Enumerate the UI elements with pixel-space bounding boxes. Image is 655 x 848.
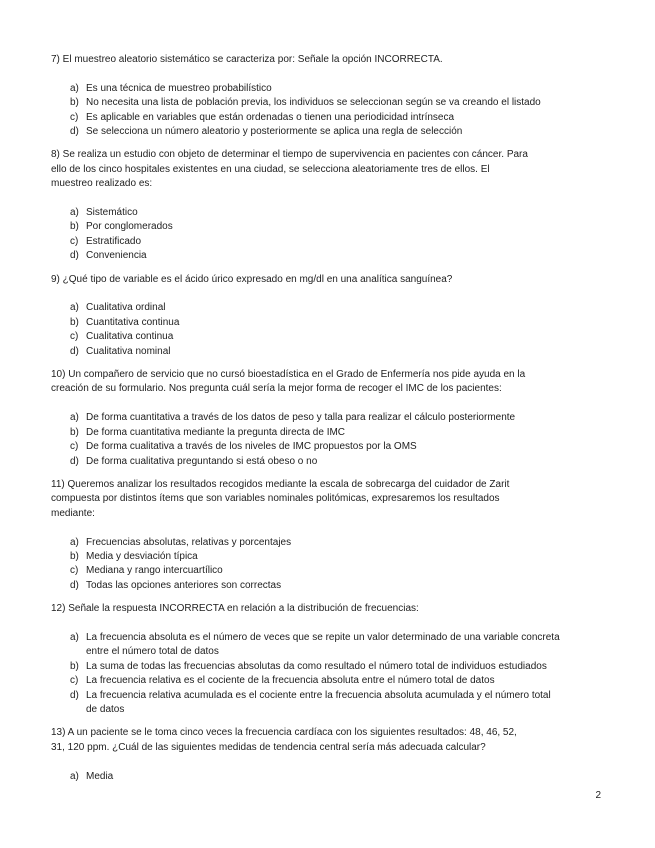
option-line: Todas las opciones anteriores son correctas (86, 579, 282, 591)
option-letter: c) (70, 331, 79, 343)
option-line: Por conglomerados (86, 221, 173, 233)
option-text (86, 426, 611, 440)
option-a (70, 206, 611, 220)
option-letter: b) (70, 550, 79, 562)
option-d (70, 249, 611, 263)
question-11 (51, 478, 611, 593)
option-line: La frecuencia absoluta es el número de veces que se repite un valor determinado de una variable concreta (86, 631, 560, 643)
option-text (86, 564, 611, 578)
option-text (86, 770, 611, 784)
question-text (51, 478, 611, 521)
option-a (70, 770, 611, 784)
option-c (70, 235, 611, 249)
question-text (51, 273, 611, 287)
option-line: Sistemático (86, 207, 138, 219)
option-letter: c) (70, 441, 79, 453)
options-list (51, 536, 611, 594)
page-number: 2 (595, 790, 601, 801)
option-text (86, 674, 611, 688)
option-c (70, 330, 611, 344)
option-text (86, 689, 611, 718)
option-letter: c) (70, 111, 79, 123)
option-letter: a) (70, 412, 79, 424)
question-text (51, 602, 611, 616)
option-line: Estratificado (86, 235, 142, 247)
option-line: Se selecciona un número aleatorio y posteriormente se aplica una regla de selección (86, 126, 463, 138)
option-letter: c) (70, 565, 79, 577)
question-line: 7) El muestreo aleatorio sistemático se caracteriza por: Señale la opción INCORRECTA. (51, 54, 443, 65)
question-line: 13) A un paciente se le toma cinco veces la frecuencia cardíaca con los siguientes resultados: 48, 46, 52, (51, 727, 517, 739)
option-letter: d) (70, 250, 79, 262)
option-letter: d) (70, 126, 79, 138)
option-b (70, 426, 611, 440)
option-line: Cualitativa continua (86, 331, 174, 343)
question-text (51, 148, 611, 191)
option-line: Cuantitativa continua (86, 316, 180, 328)
question-text (51, 726, 611, 755)
question-8 (51, 148, 611, 263)
option-text (86, 440, 611, 454)
option-letter: a) (70, 770, 79, 782)
option-line: De forma cualitativa preguntando si está obeso o no (86, 455, 318, 467)
options-list (51, 206, 611, 264)
question-line: 9) ¿Qué tipo de variable es el ácido úrico expresado en mg/dl en una analítica sanguínea? (51, 273, 453, 285)
option-letter: a) (70, 82, 79, 94)
option-line: La frecuencia relativa acumulada es el cociente entre la frecuencia absoluta acumulada y el número total (86, 689, 551, 701)
option-d (70, 455, 611, 469)
option-c (70, 111, 611, 125)
option-b (70, 96, 611, 110)
question-12 (51, 602, 611, 717)
option-text (86, 536, 611, 550)
question-line: muestreo realizado es: (51, 178, 153, 190)
option-text (86, 631, 611, 660)
option-letter: a) (70, 536, 79, 548)
option-text (86, 235, 611, 249)
option-text (86, 301, 611, 315)
option-text (86, 330, 611, 344)
options-list (51, 82, 611, 140)
option-letter: b) (70, 660, 79, 672)
option-letter: b) (70, 316, 79, 328)
options-list (51, 301, 611, 359)
option-line: De forma cualitativa a través de los niveles de IMC propuestos por la OMS (86, 441, 417, 453)
option-line: Media (86, 770, 114, 782)
question-line: creación de su formulario. Nos pregunta cuál sería la mejor forma de recoger el IMC de los pacientes: (51, 383, 502, 395)
question-line: compuesta por distintos ítems que son variables nominales politómicas, expresaremos los resultados (51, 493, 500, 505)
option-text (86, 249, 611, 263)
option-a (70, 631, 611, 660)
question-line: 8) Se realiza un estudio con objeto de determinar el tiempo de supervivencia en pacientes con cáncer. Para (51, 149, 528, 161)
option-a (70, 301, 611, 315)
option-b (70, 316, 611, 330)
option-d (70, 579, 611, 593)
option-line: La suma de todas las frecuencias absolutas da como resultado el número total de individuos estudiados (86, 660, 547, 672)
option-text (86, 96, 611, 110)
option-text (86, 206, 611, 220)
option-d (70, 345, 611, 359)
question-line: mediante: (51, 507, 95, 519)
option-letter: c) (70, 675, 79, 687)
option-line: No necesita una lista de población previa, los individuos se seleccionan según se va creando el listado (86, 97, 541, 109)
option-line: Cualitativa ordinal (86, 302, 166, 314)
option-line: Conveniencia (86, 250, 147, 262)
option-letter: a) (70, 302, 79, 314)
option-d (70, 125, 611, 139)
option-c (70, 674, 611, 688)
option-b (70, 660, 611, 674)
question-text (51, 368, 611, 397)
question-line: 10) Un compañero de servicio que no cursó bioestadística en el Grado de Enfermería nos pide ayuda en la (51, 369, 526, 381)
option-text (86, 550, 611, 564)
question-line: 11) Queremos analizar los resultados recogidos mediante la escala de sobrecarga del cuidador de Zarit (51, 478, 510, 490)
option-line: De forma cuantitativa mediante la pregunta directa de IMC (86, 426, 346, 438)
question-line: 31, 120 ppm. ¿Cuál de las siguientes medidas de tendencia central sería más adecuada calcular? (51, 741, 486, 753)
option-b (70, 550, 611, 564)
option-a (70, 411, 611, 425)
option-letter: b) (70, 426, 79, 438)
question-10 (51, 368, 611, 469)
option-line: entre el número total de datos (86, 646, 219, 658)
option-text (86, 82, 611, 96)
option-text (86, 411, 611, 425)
options-list (51, 411, 611, 469)
option-text (86, 125, 611, 139)
option-a (70, 536, 611, 550)
option-text (86, 345, 611, 359)
option-line: Media y desviación típica (86, 550, 198, 562)
option-line: Cualitativa nominal (86, 345, 171, 357)
option-text (86, 111, 611, 125)
options-list (51, 770, 611, 784)
option-letter: b) (70, 221, 79, 233)
option-text (86, 579, 611, 593)
option-letter: d) (70, 689, 79, 701)
option-letter: c) (70, 235, 79, 247)
option-letter: a) (70, 207, 79, 219)
questions-list (51, 53, 611, 784)
option-text (86, 455, 611, 469)
question-13 (51, 726, 611, 784)
option-text (86, 220, 611, 234)
question-text (51, 53, 611, 67)
option-line: de datos (86, 703, 125, 715)
question-9 (51, 273, 611, 359)
option-letter: b) (70, 97, 79, 109)
option-line: Es aplicable en variables que están ordenadas o tienen una periodicidad intrínseca (86, 111, 455, 123)
option-letter: d) (70, 579, 79, 591)
option-d (70, 689, 611, 718)
option-a (70, 82, 611, 96)
option-text (86, 316, 611, 330)
option-line: Es una técnica de muestreo probabilístico (86, 82, 272, 94)
option-b (70, 220, 611, 234)
option-c (70, 564, 611, 578)
option-c (70, 440, 611, 454)
option-letter: a) (70, 631, 79, 643)
option-line: Frecuencias absolutas, relativas y porcentajes (86, 536, 292, 548)
option-line: De forma cuantitativa a través de los datos de peso y talla para realizar el cálculo posteriormente (86, 412, 516, 424)
option-letter: d) (70, 345, 79, 357)
question-7 (51, 53, 611, 139)
question-line: ello de los cinco hospitales existentes en una ciudad, se selecciona aleatoriamente tres de ellos. El (51, 163, 490, 175)
option-line: Mediana y rango intercuartílico (86, 565, 223, 577)
option-letter: d) (70, 455, 79, 467)
question-line: 12) Señale la respuesta INCORRECTA en relación a la distribución de frecuencias: (51, 603, 419, 615)
option-line: La frecuencia relativa es el cociente de la frecuencia absoluta entre el número total de datos (86, 675, 495, 687)
option-text (86, 660, 611, 674)
options-list (51, 631, 611, 717)
